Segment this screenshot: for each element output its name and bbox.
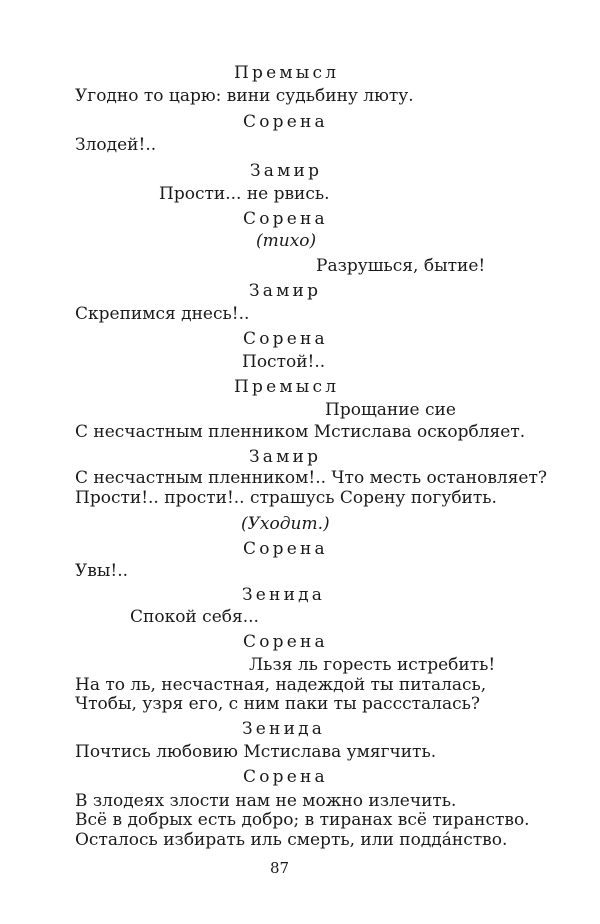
speaker-zenida: Зенида bbox=[242, 585, 326, 605]
speaker-premysl: Премысл bbox=[234, 63, 340, 83]
speaker-zamir: Замир bbox=[249, 447, 322, 467]
speaker-sorena: Сорена bbox=[243, 767, 328, 787]
speaker-sorena: Сорена bbox=[243, 209, 328, 229]
speaker-sorena: Сорена bbox=[243, 329, 328, 349]
verse-line: Спокой себя... bbox=[130, 607, 259, 627]
verse-line: На то ль, несчастная, надеждой ты питалась, bbox=[75, 675, 487, 695]
speaker-premysl: Премысл bbox=[234, 377, 340, 397]
verse-line: Осталось избирать иль смерть, или подда́нство. bbox=[75, 830, 508, 850]
verse-line: Угодно то царю: вини судьбину люту. bbox=[75, 86, 414, 106]
verse-line: Постой!.. bbox=[242, 352, 326, 372]
verse-line: Всё в добрых есть добро; в тиранах всё тиранство. bbox=[75, 810, 530, 830]
verse-line: Увы!.. bbox=[75, 561, 129, 581]
verse-line: С несчастным пленником Мстислава оскорбляет. bbox=[75, 422, 526, 442]
speaker-sorena: Сорена bbox=[243, 112, 328, 132]
speaker-sorena: Сорена bbox=[243, 632, 328, 652]
speaker-zenida: Зенида bbox=[242, 719, 326, 739]
verse-line: С несчастным пленником!.. Что месть остановляет? bbox=[75, 468, 548, 488]
stage-direction: (тихо) bbox=[256, 231, 317, 251]
verse-line: Прощание сие bbox=[325, 400, 456, 420]
verse-line: Прости... не рвись. bbox=[159, 184, 330, 204]
verse-line: Разрушься, бытие! bbox=[316, 256, 486, 276]
stage-direction: (Уходит.) bbox=[241, 514, 330, 534]
speaker-sorena: Сорена bbox=[243, 539, 328, 559]
page-number: 87 bbox=[270, 859, 290, 877]
verse-line: Прости!.. прости!.. страшусь Сорену погубить. bbox=[75, 488, 497, 508]
verse-line: Чтобы, узря его, с ним паки ты расссталась? bbox=[75, 694, 480, 714]
speaker-zamir: Замир bbox=[249, 281, 322, 301]
verse-line: Почтись любовию Мстислава умягчить. bbox=[75, 742, 437, 762]
verse-line: Скрепимся днесь!.. bbox=[75, 304, 250, 324]
verse-line: Льзя ль горесть истребить! bbox=[249, 655, 496, 675]
verse-line: Злодей!.. bbox=[75, 135, 157, 155]
speaker-zamir: Замир bbox=[250, 161, 323, 181]
verse-line: В злодеях злости нам не можно излечить. bbox=[75, 791, 457, 811]
